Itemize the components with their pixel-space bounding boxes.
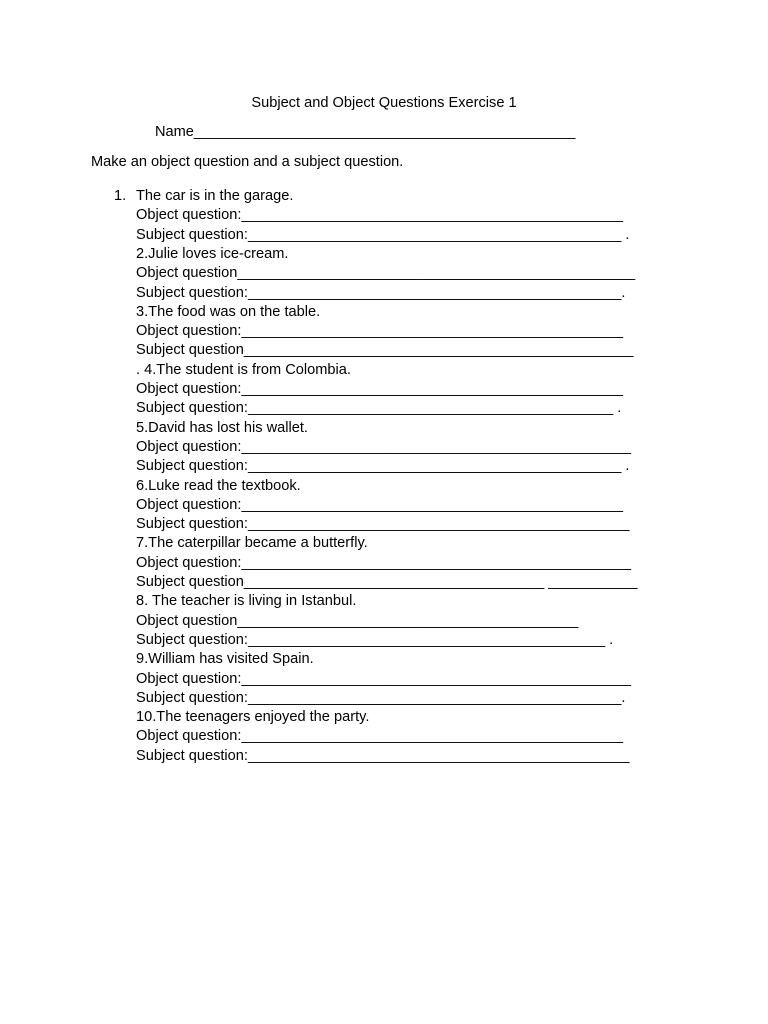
exercise-sentence: 9.William has visited Spain. [136,651,314,668]
page-title: Subject and Object Questions Exercise 1 [251,95,517,111]
exercise-sentence: 2.Julie loves ice-cream. [136,245,289,262]
object-question-line: Object question__________________________________________ [136,612,579,629]
list-marker-1: 1. [114,188,127,204]
object-question-line: Object question:_______________________________________________ [136,728,623,745]
exercise-sentence: 10.The teenagers enjoyed the party. [136,709,370,726]
object-question-line: Object question:________________________________________________ [136,670,632,687]
subject-question-line: Subject question:______________________________________________. [136,689,626,706]
object-question-line: Object question:________________________________________________ [136,438,632,455]
exercise-sentence: The car is in the garage. [136,188,294,204]
subject-question-line: Subject question:______________________________________________ . [136,458,630,475]
subject-question-line: Subject question:_____________________________________________ . [136,400,622,417]
subject-question-line: Subject question:_______________________________________________ [136,516,630,533]
exercise-sentence: 6.Luke read the textbook. [136,477,301,494]
subject-question-line: Subject question:______________________________________________ . [136,226,630,243]
exercise-sentence: 8. The teacher is living in Istanbul. [136,593,357,610]
subject-question-line: Subject question:_______________________________________________ [136,747,630,764]
object-question-line: Object question:_______________________________________________ [136,381,623,397]
subject-question-line: Subject question:______________________________________________. [136,284,626,301]
subject-question-line: Subject question________________________________________________ [136,342,634,359]
subject-question-line: Subject question_____________________________________ ___________ [136,574,638,590]
exercise-sentence: 3.The food was on the table. [136,303,321,320]
exercise-sentence: . 4.The student is from Colombia. [136,361,351,378]
object-question-line: Object question_________________________________________________ [136,265,636,282]
object-question-line: Object question:_______________________________________________ [136,323,623,340]
object-question-line: Object question:_______________________________________________ [136,207,623,224]
subject-question-line: Subject question:____________________________________________ . [136,631,614,648]
instructions: Make an object question and a subject question. [91,154,404,170]
name-field-line: Name_______________________________________________ [155,124,576,140]
object-question-line: Object question:_______________________________________________ [136,496,623,513]
exercise-sentence: 7.The caterpillar became a butterfly. [136,535,368,552]
object-question-line: Object question:________________________________________________ [136,554,632,571]
exercise-sentence: 5.David has lost his wallet. [136,419,308,436]
